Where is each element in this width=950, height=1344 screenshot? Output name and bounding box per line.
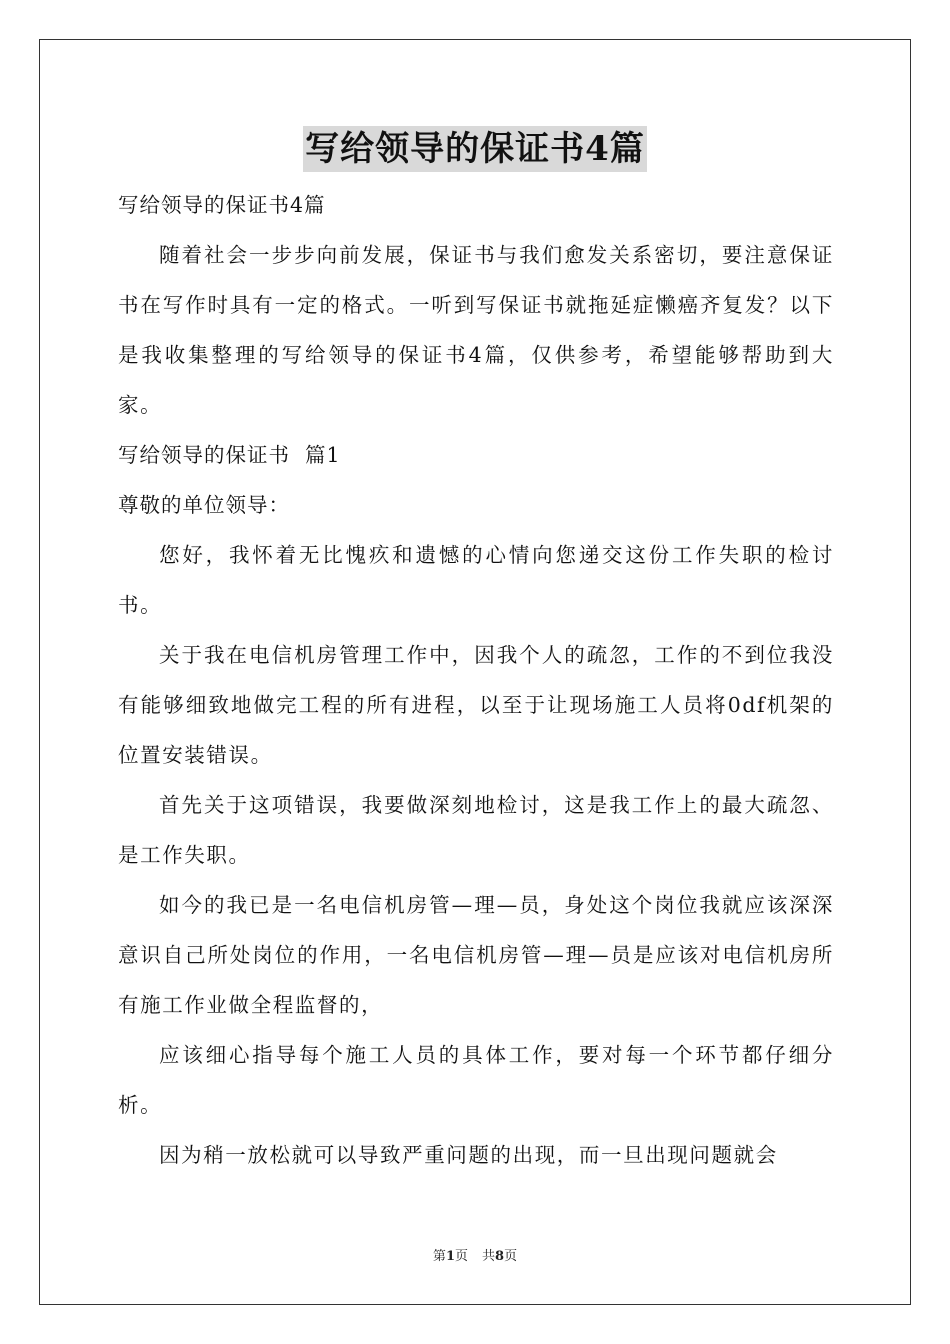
document-title: 写给领导的保证书4篇: [303, 126, 647, 172]
salutation: 尊敬的单位领导：: [118, 493, 290, 517]
title-wrap: [0, 126, 950, 172]
paragraph-reflection: 首先关于这项错误，我要做深刻地检讨，这是我工作上的最大疏忽、是工作失职。: [118, 793, 834, 867]
page-prefix: 第: [432, 1249, 446, 1264]
total-pages: 8: [495, 1249, 505, 1264]
total-prefix: 共: [482, 1249, 496, 1264]
section-heading: 写给领导的保证书 篇1: [118, 443, 341, 467]
document-body: [118, 180, 834, 1180]
paragraph-consequence: 因为稍一放松就可以导致严重问题的出现，而一旦出现问题就会: [159, 1143, 778, 1167]
page-footer: [0, 1248, 950, 1266]
paragraph-guidance: 应该细心指导每个施工人员的具体工作，要对每一个环节都仔细分析。: [118, 1043, 834, 1117]
page-suffix: 页: [454, 1249, 468, 1264]
paragraph-greeting: 您好，我怀着无比愧疚和遗憾的心情向您递交这份工作失职的检讨书。: [118, 543, 834, 617]
paragraph-role: 如今的我已是一名电信机房管—理—员，身处这个岗位我就应该深深意识自己所处岗位的作用，一名电信机房管—理—员是应该对电信机房所有施工作业做全程监督的，: [118, 893, 834, 1017]
paragraph-incident: 关于我在电信机房管理工作中，因我个人的疏忽，工作的不到位我没有能够细致地做完工程的所有进程，以至于让现场施工人员将0df机架的位置安装错误。: [118, 643, 834, 767]
document-subtitle: 写给领导的保证书4篇: [118, 193, 326, 217]
total-suffix: 页: [504, 1249, 518, 1264]
page-number: 1: [445, 1249, 455, 1264]
paragraph-intro: 随着社会一步步向前发展，保证书与我们愈发关系密切，要注意保证书在写作时具有一定的格式。一听到写保证书就拖延症懒癌齐复发？以下是我收集整理的写给领导的保证书4篇，仅供参考，希望能够帮助到大家。: [118, 243, 834, 417]
